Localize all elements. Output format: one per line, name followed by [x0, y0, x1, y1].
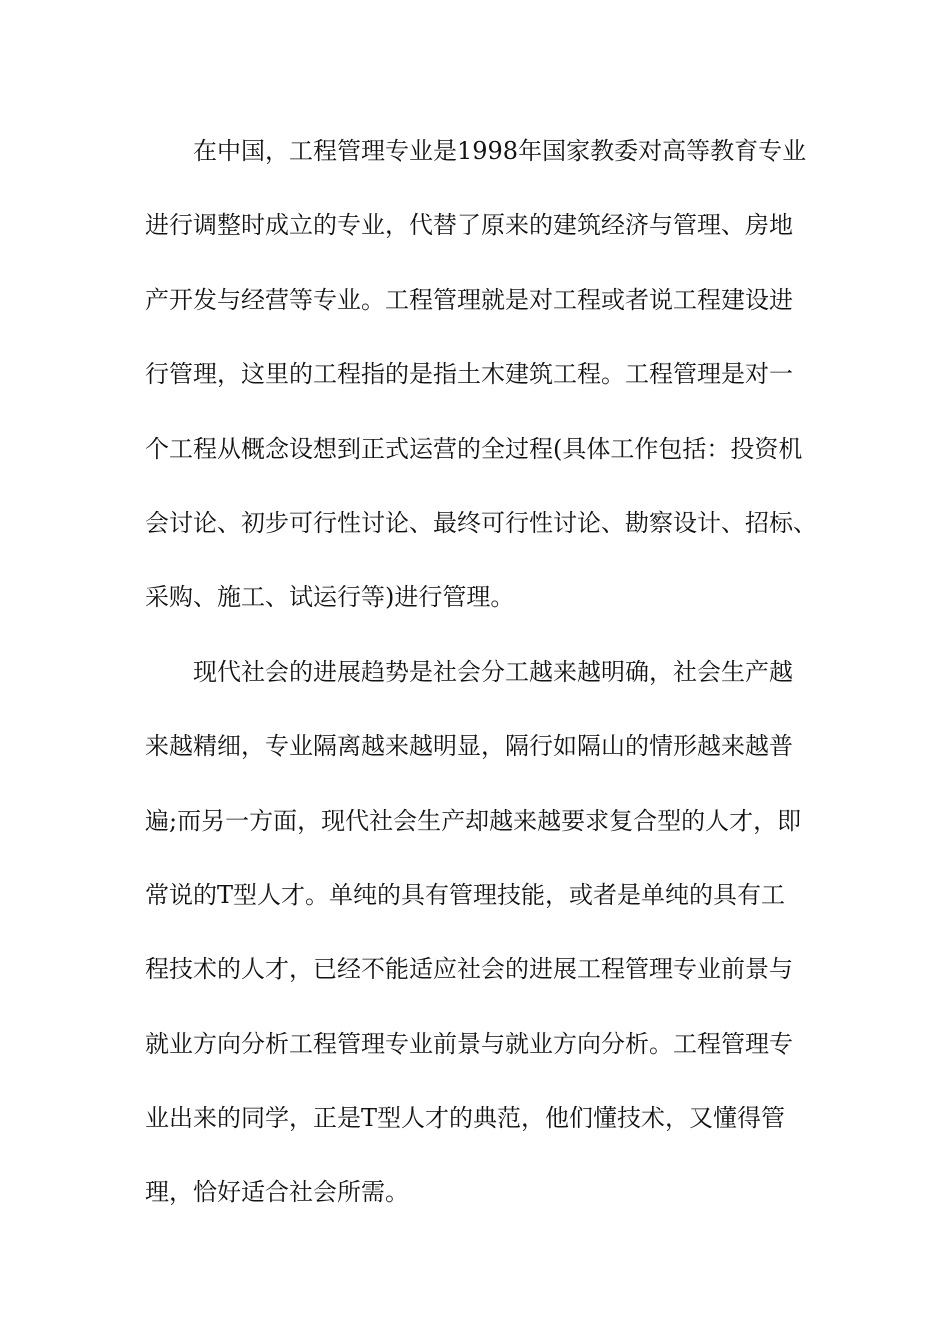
paragraph-line: 理，恰好适合社会所需。 — [145, 1178, 409, 1207]
paragraph-1 — [145, 127, 825, 648]
paragraph-line: 常说的T型人才。单纯的具有管理技能，或者是单纯的具有工 — [145, 880, 786, 909]
document-body — [145, 127, 825, 1243]
paragraph-line: 产开发与经营等专业。工程管理就是对工程或者说工程建设进 — [145, 285, 793, 314]
paragraph-line: 遍;而另一方面，现代社会生产却越来越要求复合型的人才，即 — [145, 806, 802, 835]
paragraph-line: 进行调整时成立的专业，代替了原来的建筑经济与管理、房地 — [145, 211, 793, 240]
paragraph-line: 行管理，这里的工程指的是指土木建筑工程。工程管理是对一 — [145, 360, 793, 389]
paragraph-line: 业出来的同学，正是T型人才的典范，他们懂技术，又懂得管 — [145, 1104, 786, 1133]
paragraph-line: 在中国，工程管理专业是1998年国家教委对高等教育专业 — [193, 137, 807, 165]
paragraph-line: 现代社会的进展趋势是社会分工越来越明确，社会生产越 — [193, 657, 793, 686]
paragraph-2 — [145, 648, 825, 1243]
paragraph-line: 程技术的人才，已经不能适应社会的进展工程管理专业前景与 — [145, 955, 793, 984]
paragraph-line: 会讨论、初步可行性讨论、最终可行性讨论、勘察设计、招标、 — [145, 508, 817, 537]
paragraph-line: 采购、施工、试运行等)进行管理。 — [145, 583, 515, 612]
paragraph-line: 就业方向分析工程管理专业前景与就业方向分析。工程管理专 — [145, 1029, 793, 1058]
paragraph-line: 来越精细，专业隔离越来越明显，隔行如隔山的情形越来越普 — [145, 732, 793, 761]
paragraph-line: 个工程从概念设想到正式运营的全过程(具体工作包括：投资机 — [145, 434, 803, 463]
